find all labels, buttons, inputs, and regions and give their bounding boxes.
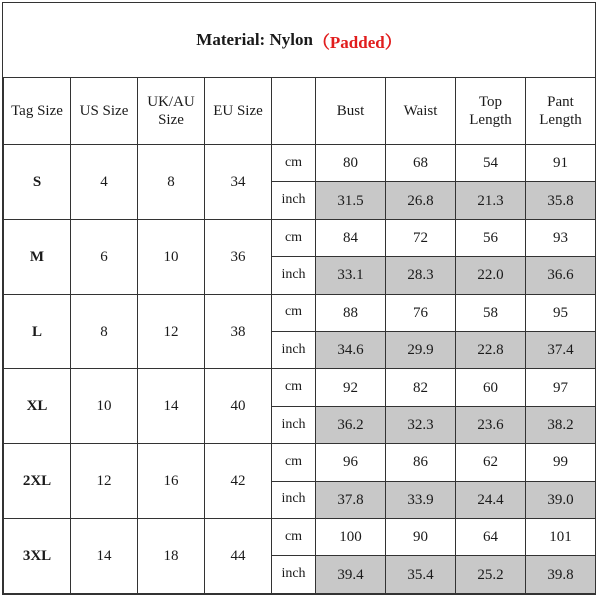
unit-inch-cell: inch (272, 556, 316, 594)
eu-size-cell: 40 (205, 369, 272, 444)
us-size-cell: 10 (71, 369, 138, 444)
bust-inch-cell: 34.6 (316, 332, 386, 369)
bust-cm-cell: 88 (316, 294, 386, 331)
pant-length-cm-cell: 93 (526, 219, 596, 256)
uk-au-size-cell: 18 (138, 519, 205, 594)
waist-inch-cell: 32.3 (386, 406, 456, 443)
top-length-inch-cell: 24.4 (456, 481, 526, 518)
unit-inch-cell: inch (272, 481, 316, 518)
us-size-cell: 12 (71, 444, 138, 519)
size-table (3, 77, 596, 594)
bust-inch-cell: 33.1 (316, 257, 386, 294)
unit-inch-cell: inch (272, 182, 316, 219)
top-length-inch-cell: 23.6 (456, 406, 526, 443)
table-row (4, 369, 596, 406)
table-row (4, 145, 596, 182)
bust-cm-cell: 80 (316, 145, 386, 182)
header-tag-size: Tag Size (4, 78, 71, 145)
size-chart (2, 2, 596, 595)
waist-cm-cell: 68 (386, 145, 456, 182)
top-length-cm-cell: 58 (456, 294, 526, 331)
uk-au-size-cell: 14 (138, 369, 205, 444)
chart-title (3, 3, 595, 78)
eu-size-cell: 36 (205, 219, 272, 294)
header-us-size: US Size (71, 78, 138, 145)
header-eu-size: EU Size (205, 78, 272, 145)
table-body (4, 145, 596, 594)
header-unit (272, 78, 316, 145)
us-size-cell: 4 (71, 145, 138, 220)
bust-cm-cell: 100 (316, 519, 386, 556)
us-size-cell: 6 (71, 219, 138, 294)
bust-inch-cell: 31.5 (316, 182, 386, 219)
bust-cm-cell: 92 (316, 369, 386, 406)
tag-size-cell: L (4, 294, 71, 369)
unit-inch-cell: inch (272, 257, 316, 294)
eu-size-cell: 34 (205, 145, 272, 220)
waist-cm-cell: 86 (386, 444, 456, 481)
header-uk-au-size: UK/AU Size (138, 78, 205, 145)
top-length-cm-cell: 56 (456, 219, 526, 256)
pant-length-cm-cell: 101 (526, 519, 596, 556)
pant-length-inch-cell: 37.4 (526, 332, 596, 369)
tag-size-cell: 3XL (4, 519, 71, 594)
waist-cm-cell: 72 (386, 219, 456, 256)
uk-au-size-cell: 12 (138, 294, 205, 369)
top-length-inch-cell: 21.3 (456, 182, 526, 219)
bust-cm-cell: 84 (316, 219, 386, 256)
top-length-inch-cell: 25.2 (456, 556, 526, 594)
uk-au-size-cell: 10 (138, 219, 205, 294)
waist-inch-cell: 33.9 (386, 481, 456, 518)
top-length-cm-cell: 64 (456, 519, 526, 556)
title-label: Material: Nylon (196, 30, 313, 49)
unit-cm-cell: cm (272, 145, 316, 182)
uk-au-size-cell: 8 (138, 145, 205, 220)
waist-inch-cell: 35.4 (386, 556, 456, 594)
waist-inch-cell: 28.3 (386, 257, 456, 294)
top-length-cm-cell: 60 (456, 369, 526, 406)
header-pant-length: Pant Length (526, 78, 596, 145)
unit-inch-cell: inch (272, 406, 316, 443)
pant-length-cm-cell: 99 (526, 444, 596, 481)
title-accent: （Padded） (312, 32, 402, 52)
table-row (4, 444, 596, 481)
waist-cm-cell: 82 (386, 369, 456, 406)
header-bust: Bust (316, 78, 386, 145)
waist-inch-cell: 26.8 (386, 182, 456, 219)
table-row (4, 219, 596, 256)
tag-size-cell: 2XL (4, 444, 71, 519)
uk-au-size-cell: 16 (138, 444, 205, 519)
eu-size-cell: 42 (205, 444, 272, 519)
pant-length-inch-cell: 36.6 (526, 257, 596, 294)
top-length-inch-cell: 22.8 (456, 332, 526, 369)
unit-cm-cell: cm (272, 369, 316, 406)
waist-cm-cell: 90 (386, 519, 456, 556)
bust-cm-cell: 96 (316, 444, 386, 481)
eu-size-cell: 38 (205, 294, 272, 369)
pant-length-cm-cell: 97 (526, 369, 596, 406)
header-row (4, 78, 596, 145)
bust-inch-cell: 36.2 (316, 406, 386, 443)
top-length-inch-cell: 22.0 (456, 257, 526, 294)
top-length-cm-cell: 62 (456, 444, 526, 481)
tag-size-cell: S (4, 145, 71, 220)
pant-length-inch-cell: 38.2 (526, 406, 596, 443)
unit-cm-cell: cm (272, 219, 316, 256)
unit-cm-cell: cm (272, 294, 316, 331)
tag-size-cell: XL (4, 369, 71, 444)
waist-cm-cell: 76 (386, 294, 456, 331)
unit-inch-cell: inch (272, 332, 316, 369)
bust-inch-cell: 37.8 (316, 481, 386, 518)
bust-inch-cell: 39.4 (316, 556, 386, 594)
waist-inch-cell: 29.9 (386, 332, 456, 369)
table-row (4, 519, 596, 556)
pant-length-cm-cell: 91 (526, 145, 596, 182)
pant-length-inch-cell: 39.0 (526, 481, 596, 518)
top-length-cm-cell: 54 (456, 145, 526, 182)
unit-cm-cell: cm (272, 519, 316, 556)
pant-length-inch-cell: 35.8 (526, 182, 596, 219)
us-size-cell: 8 (71, 294, 138, 369)
pant-length-inch-cell: 39.8 (526, 556, 596, 594)
unit-cm-cell: cm (272, 444, 316, 481)
us-size-cell: 14 (71, 519, 138, 594)
table-row (4, 294, 596, 331)
header-top-length: Top Length (456, 78, 526, 145)
pant-length-cm-cell: 95 (526, 294, 596, 331)
eu-size-cell: 44 (205, 519, 272, 594)
header-waist: Waist (386, 78, 456, 145)
tag-size-cell: M (4, 219, 71, 294)
